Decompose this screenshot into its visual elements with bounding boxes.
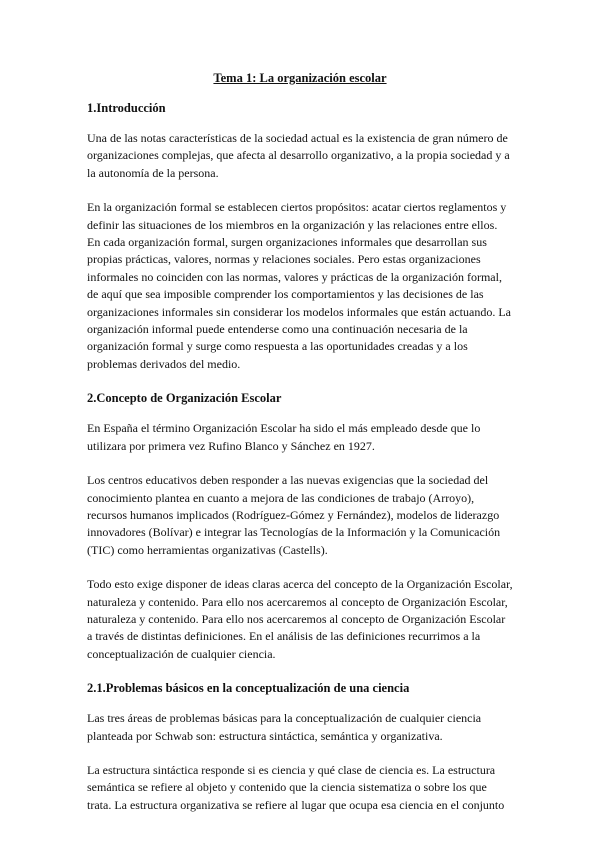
section-heading-introduccion: 1.Introducción (87, 101, 166, 115)
paragraph-concepto-3: Todo esto exige disponer de ideas claras acerca del concepto de la Organización Escolar, naturaleza y contenido. Para ello nos acercaremos al concepto de Organización Escolar, naturaleza y contenido. Para ello nos acercaremos al concepto de Organización Escolar a través de distintas definiciones. En el análisis de las definiciones recurrimos a la conceptualización de cualquier ciencia. (87, 577, 513, 661)
paragraph-concepto-2: Los centros educativos deben responder a las nuevas exigencias que la sociedad del conocimiento plantea en cuanto a mejora de las condiciones de trabajo (Arroyo), recursos humanos implicados (Rodríguez-Gómez y Fernández), modelos de liderazgo innovadores (Bolívar) e integrar las Tecnologías de la Información y la Comunicación (TIC) como herramientas organizativas (Castells). (87, 473, 501, 557)
section-heading-problemas: 2.1.Problemas básicos en la conceptualización de una ciencia (87, 681, 410, 696)
paragraph-concepto-1: En España el término Organización Escolar ha sido el más empleado desde que lo utilizara por primera vez Rufino Blanco y Sánchez en 1927. (87, 421, 481, 453)
paragraph-problemas-1: Las tres áreas de problemas básicas para la conceptualización de cualquier ciencia planteada por Schwab son: estructura sintáctica, semántica y organizativa. (87, 711, 482, 743)
section-heading-concepto: 2.Concepto de Organización Escolar (87, 391, 282, 406)
paragraph-intro-1: Una de las notas características de la sociedad actual es la existencia de gran número de organizaciones complejas, que afecta al desarrollo organizativo, a la propia sociedad y a la autonomía de la persona. (87, 131, 510, 180)
document-title: Tema 1: La organización escolar (213, 71, 387, 85)
paragraph-intro-2: En la organización formal se establecen ciertos propósitos: acatar ciertos reglamentos y definir las situaciones de los miembros en la organización y las relaciones entre ellos. En cada organización formal, surgen organizaciones informales que desarrollan sus propias prácticas, valores, normas y relaciones sociales. Pero estas organizaciones informales no coinciden con las normas, valores y prácticas de la organización formal, de aquí que sea imposible comprender los comportamientos y las decisiones de las organizaciones informales sin considerar los modelos informales que están actuando. La organización informal puede entenderse como una continuación necesaria de la organización formal y surge como respuesta a las oportunidades creadas y a los problemas derivados del medio. (87, 200, 511, 371)
paragraph-problemas-2: La estructura sintáctica responde si es ciencia y qué clase de ciencia es. La estructura semántica se refiere al objeto y contenido que la ciencia sistematiza o sobre los que trata. La estructura organizativa se refiere al lugar que ocupa esa ciencia en el conjunto (87, 762, 505, 812)
